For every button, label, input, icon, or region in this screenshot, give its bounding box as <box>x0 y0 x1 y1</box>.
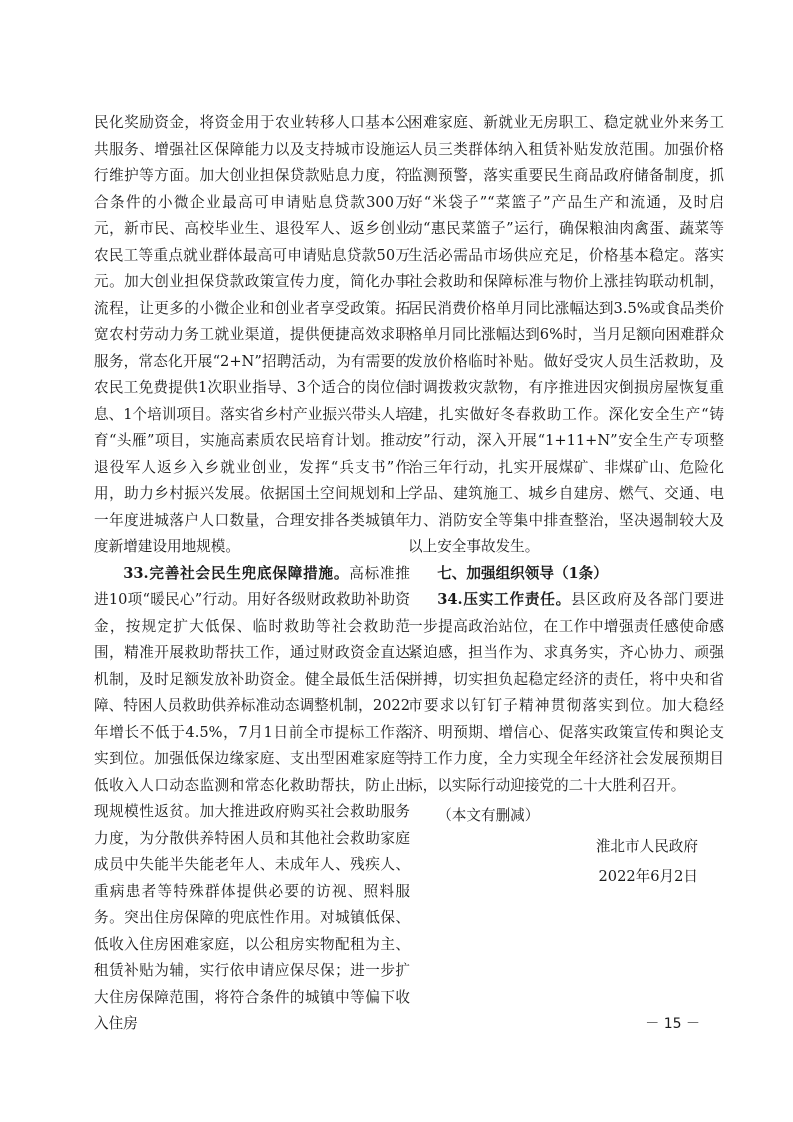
item-33-body: 高标准推进10项“暖民心”行动。用好各级财政救助补助资金，按规定扩大低保、临时救助等社会救助范围，精准开展救助帮扶工作，通过财政资金直达机制，及时足额发放补助资金。健全最低生活保障、特困人员救助供养标准动态调整机制，2022年增长不低于4.5%，7月1日前全市提标工作落实到位。加强低保边缘家庭、支出型困难家庭等低收入人口动态监测和常态化救助帮扶，防止出现规模性返贫。加大推进政府购买社会救助服务力度，为分散供养特困人员和其他社会救助家庭成员中失能半失能老年人、未成年人、残疾人、重病患者等特殊群体提供必要的访视、照料服务。突出住房保障的兜底性作用。对城镇低保、低收入住房困难家庭，以公租房实物配租为主、租赁补贴为辅，实行依申请应保尽保；进一步扩大住房保障范围，将符合条件的城镇中等偏下收入住房 <box>94 564 410 1032</box>
item-33-paragraph <box>94 561 410 1038</box>
item-34-body: 县区政府及各部门要进一步提高政治站位，在工作中增强责任感使命感紧迫感，担当作为、求真务实，齐心协力、顽强拼搏，切实担负起稳定经济的责任，将中央和省市要求以钉钉子精神贯彻落实到位。加大稳经济、明预期、增信心、促落实政策宣传和舆论支持工作力度，全力实现全年经济社会发展预期目标，以实际行动迎接党的二十大胜利召开。 <box>408 591 724 794</box>
paragraph-continuation: 民化奖励资金，将资金用于农业转移人口基本公共服务、增强社区保障能力以及支持城市设施运行维护等方面。加大创业担保贷款贴息力度，符合条件的小微企业最高可申请贴息贷款300万元，新市民、高校毕业生、退役军人、返乡创业农民工等重点就业群体最高可申请贴息贷款50万元。加大创业担保贷款政策宣传力度，简化办事流程，让更多的小微企业和创业者享受政策。拓宽农村劳动力务工就业渠道，提供便捷高效求职服务，常态化开展“2+N”招聘活动，为有需要的农民工免费提供1次职业指导、3个适合的岗位信息、1个培训项目。落实省乡村产业振兴带头人培育“头雁”项目，实施高素质农民培育计划。推动退役军人返乡入乡就业创业，发挥“兵支书”作用，助力乡村振兴发展。依据国土空间规划和上一年度进城落户人口数量，合理安排各类城镇年度新增建设用地规模。 <box>94 114 410 555</box>
item-34-paragraph <box>408 587 724 799</box>
right-column <box>408 110 724 830</box>
signature-date: 2022年6月2日 <box>598 868 698 885</box>
section-7-heading: 七、加强组织领导（1条） <box>437 564 608 582</box>
item-33-lead: 33.完善社会民生兜底保障措施。 <box>123 564 350 582</box>
signature-org: 淮北市人民政府 <box>595 838 698 855</box>
paragraph-continuation-right: 困难家庭、新就业无房职工、稳定就业外来务工人员三类群体纳入租赁补贴发放范围。加强价格监测预警，落实重要民生商品政府储备制度，抓好“米袋子”“菜篮子”产品生产和流通，及时启动“惠民菜篮子”运行，确保粮油肉禽蛋、蔬菜等生活必需品市场供应充足，价格基本稳定。落实社会救助和保障标准与物价上涨挂钩联动机制，居民消费价格单月同比涨幅达到3.5%或食品类价格单月同比涨幅达到6%时，当月足额向困难群众发放价格临时补贴。做好受灾人员生活救助，及时调拨救灾款物，有序推进因灾倒损房屋恢复重建，扎实做好冬春救助工作。深化安全生产“铸安”行动，深入开展“1+11+N”安全生产专项整治三年行动，扎实开展煤矿、非煤矿山、危险化学品、建筑施工、城乡自建房、燃气、交通、电力、消防安全等集中排查整治，坚决遏制较大及以上安全事故发生。 <box>408 114 724 555</box>
item-34-lead: 34.压实工作责任。 <box>437 591 571 608</box>
page-number: － 15 － <box>645 1016 700 1032</box>
left-column <box>94 110 410 1038</box>
abridged-note: （本文有删减） <box>437 807 540 824</box>
